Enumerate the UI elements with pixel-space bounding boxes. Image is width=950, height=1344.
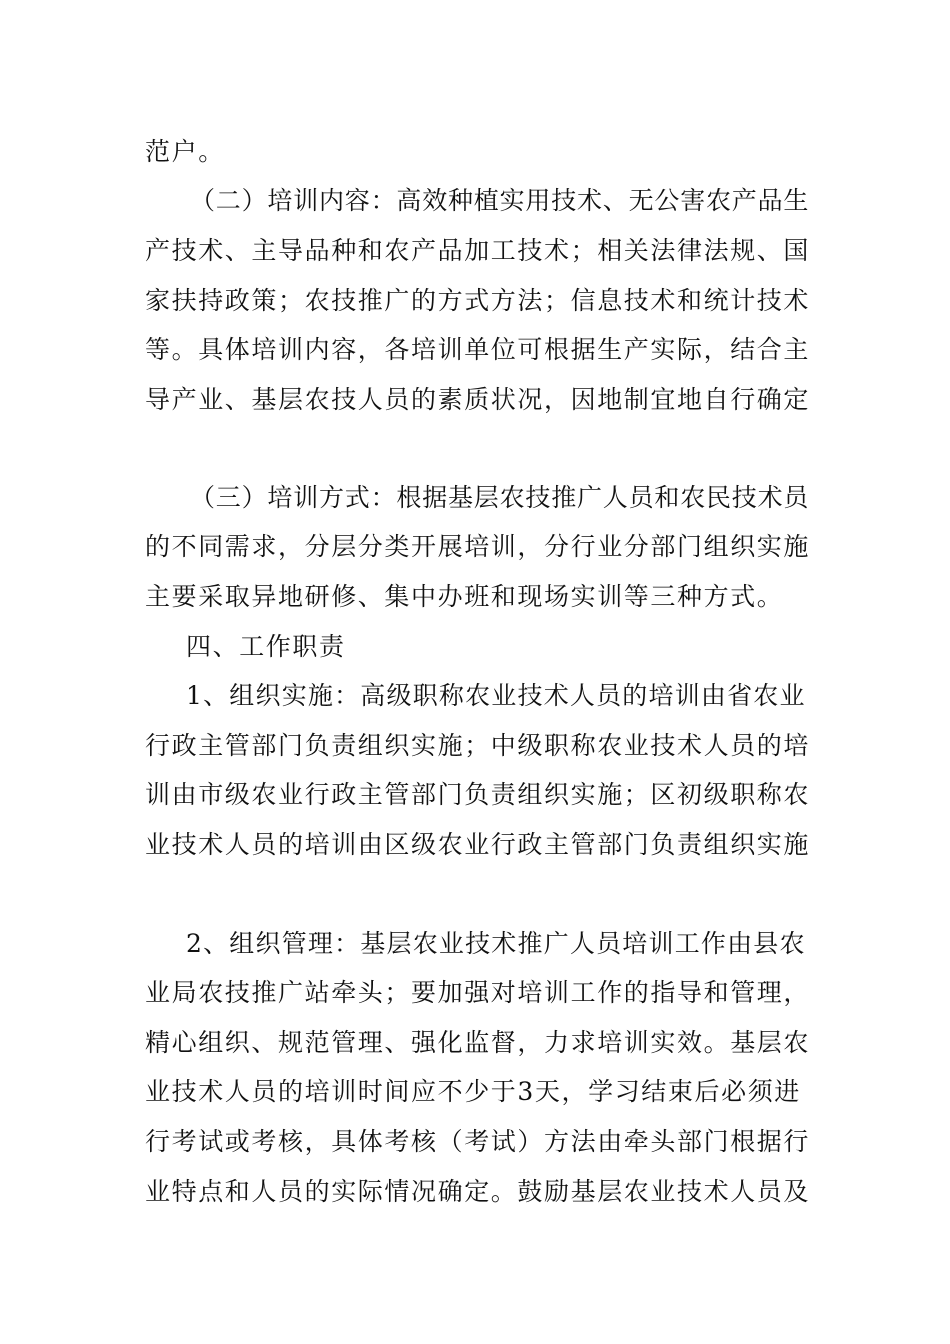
paragraph-line: 业技术人员的培训由区级农业行政主管部门负责组织实施 xyxy=(145,830,811,859)
paragraph-line: 训由市级农业行政主管部门负责组织实施；区初级职称农 xyxy=(145,780,811,809)
paragraph-line: 主要采取异地研修、集中办班和现场实训等三种方式。 xyxy=(145,582,784,611)
section-heading: 四、工作职责 xyxy=(186,632,346,661)
paragraph-line: 2、组织管理：基层农业技术推广人员培训工作由县农 xyxy=(186,929,806,958)
paragraph-line: 导产业、基层农技人员的素质状况，因地制宜地自行确定 xyxy=(145,385,811,414)
paragraph-line: 业特点和人员的实际情况确定。鼓励基层农业技术人员及 xyxy=(145,1177,811,1206)
paragraph-line: 业局农技推广站牵头；要加强对培训工作的指导和管理， xyxy=(145,978,811,1007)
paragraph-line: 的不同需求，分层分类开展培训，分行业分部门组织实施 xyxy=(145,532,811,561)
paragraph-line: 等。具体培训内容，各培训单位可根据生产实际，结合主 xyxy=(145,335,811,364)
paragraph-line: 行政主管部门负责组织实施；中级职称农业技术人员的培 xyxy=(145,731,811,760)
paragraph-line: 产技术、主导品种和农产品加工技术；相关法律法规、国 xyxy=(145,236,811,265)
paragraph-line: 精心组织、规范管理、强化监督，力求培训实效。基层农 xyxy=(145,1028,811,1057)
paragraph-line: 业技术人员的培训时间应不少于3天，学习结束后必须进 xyxy=(145,1077,801,1106)
paragraph-line: 行考试或考核，具体考核（考试）方法由牵头部门根据行 xyxy=(145,1127,811,1156)
paragraph-line: 家扶持政策；农技推广的方式方法；信息技术和统计技术 xyxy=(145,286,811,315)
paragraph-line: （二）培训内容：高效种植实用技术、无公害农产品生 xyxy=(190,186,810,215)
paragraph-line: 1、组织实施：高级职称农业技术人员的培训由省农业 xyxy=(186,681,806,710)
paragraph-line: （三）培训方式：根据基层农技推广人员和农民技术员 xyxy=(190,483,810,512)
paragraph-line: 范户。 xyxy=(145,137,225,166)
